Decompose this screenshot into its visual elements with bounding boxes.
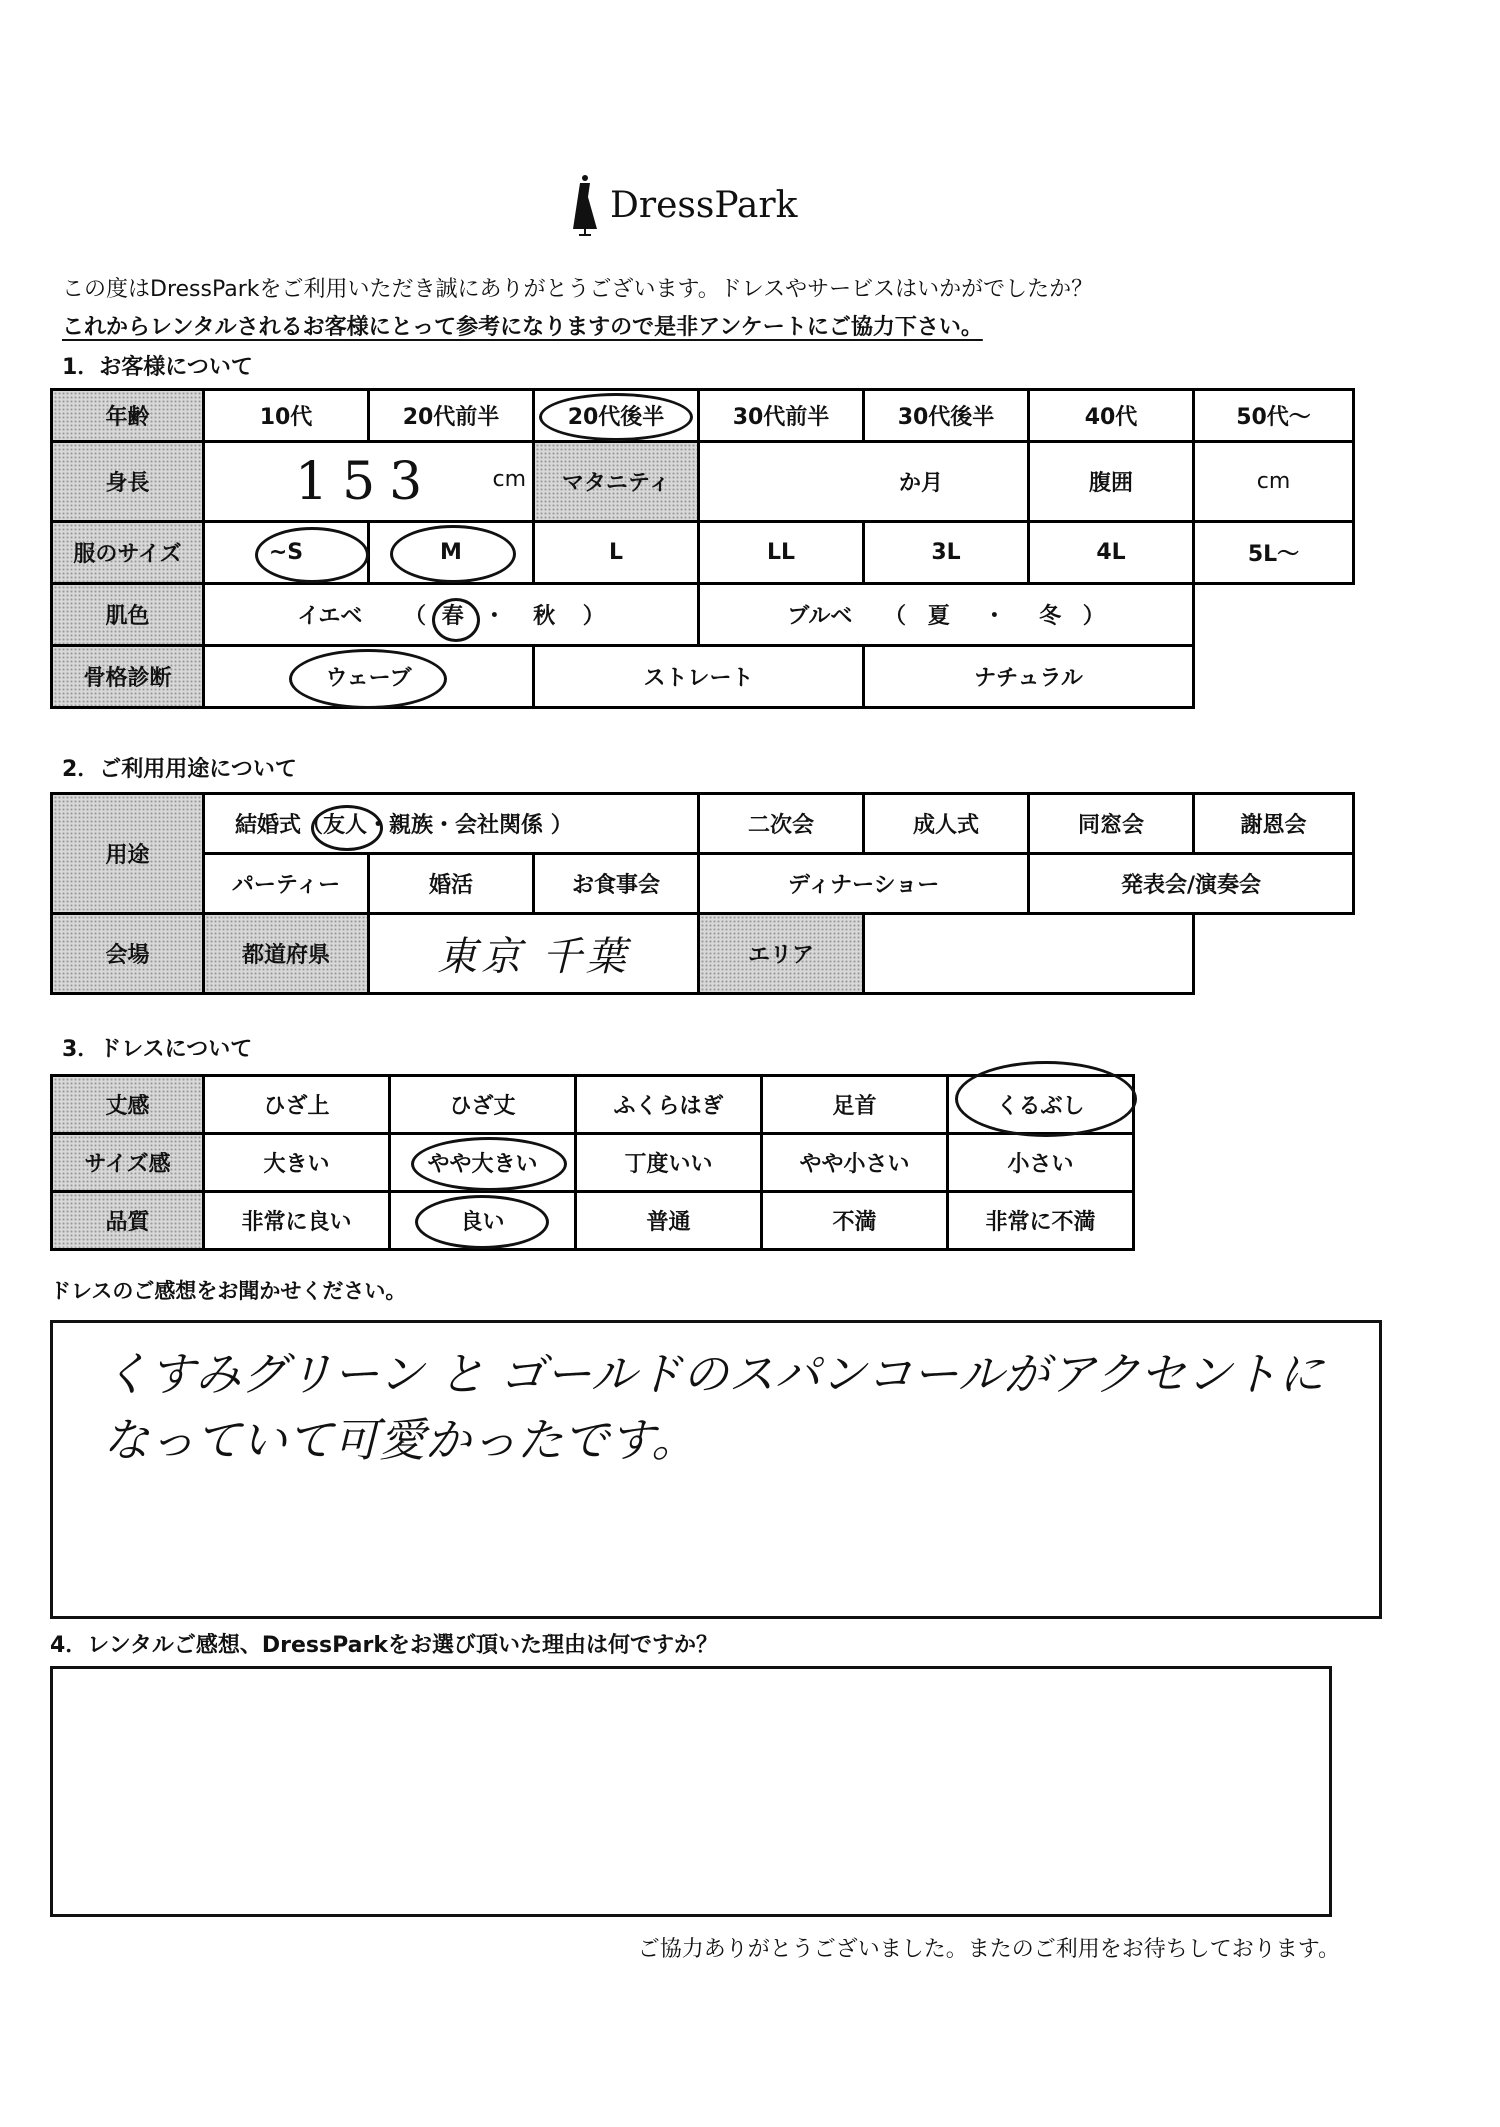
section1-title: 1．お客様について (62, 355, 253, 380)
size-option[interactable]: LL (699, 522, 864, 584)
quality-option[interactable]: 非常に不満 (948, 1192, 1134, 1250)
purpose-option[interactable]: 謝恩会 (1194, 794, 1354, 854)
intro-request: これからレンタルされるお客様にとって参考になりますので是非アンケートにご協力下さい。 (62, 315, 983, 340)
fit-option-selected[interactable]: やや大きい (390, 1134, 576, 1192)
area-value[interactable] (864, 914, 1194, 994)
wedding-option[interactable]: 結婚式（友人 ・親族・会社関係 ） (204, 794, 699, 854)
fit-label: サイズ感 (52, 1134, 204, 1192)
fit-option[interactable]: やや小さい (762, 1134, 948, 1192)
maternity-label: マタニティ (534, 442, 699, 522)
length-option[interactable]: ひざ上 (204, 1076, 390, 1134)
quality-label: 品質 (52, 1192, 204, 1250)
age-option[interactable]: 40代 (1029, 390, 1194, 442)
brand-logo (570, 160, 797, 250)
height-value: 153 (295, 451, 437, 512)
fit-option[interactable]: 大きい (204, 1134, 390, 1192)
length-option[interactable]: ふくらはぎ (576, 1076, 762, 1134)
purpose-option[interactable]: ディナーショー (699, 854, 1029, 914)
quality-option[interactable]: 不満 (762, 1192, 948, 1250)
size-label: 服のサイズ (52, 522, 204, 584)
length-option[interactable]: 足首 (762, 1076, 948, 1134)
height-field[interactable] (204, 442, 534, 522)
intro-text: この度はDressParkをご利用いただき誠にありがとうございます。ドレスやサービスはいかがでしたか？ (62, 277, 1094, 302)
size-option-selected[interactable]: M (369, 522, 534, 584)
purpose-option[interactable]: 二次会 (699, 794, 864, 854)
size-option[interactable]: L (534, 522, 699, 584)
age-label: 年齢 (52, 390, 204, 442)
skin-label: 肌色 (52, 584, 204, 646)
height-label: 身長 (52, 442, 204, 522)
skin-option-selected[interactable]: 春 (442, 604, 464, 629)
brand-name: DressPark (610, 184, 798, 226)
dress-table (50, 1074, 1135, 1251)
size-option[interactable]: 5L～ (1194, 522, 1354, 584)
impression-line: なっていて可愛かったです。 (103, 1413, 698, 1467)
purpose-option[interactable]: お食事会 (534, 854, 699, 914)
age-option[interactable]: 30代前半 (699, 390, 864, 442)
footer-thanks: ご協力ありがとうございました。またのご利用をお待ちしております。 (637, 1937, 1340, 1962)
height-unit: cm (492, 467, 526, 492)
purpose-option[interactable]: 婚活 (369, 854, 534, 914)
age-option-selected[interactable]: 20代後半 (534, 390, 699, 442)
dress-icon (570, 173, 600, 237)
purpose-option[interactable]: 成人式 (864, 794, 1029, 854)
skin-blue[interactable]: ブルベ （ 夏 ・ 冬 ） (699, 584, 1194, 646)
waist-unit[interactable]: cm (1194, 442, 1354, 522)
prefecture-value[interactable]: 東京 千葉 (369, 914, 699, 994)
fit-option[interactable]: 小さい (948, 1134, 1134, 1192)
purpose-label: 用途 (52, 794, 204, 914)
purpose-option[interactable]: パーティー (204, 854, 369, 914)
frame-option-selected[interactable]: ウェーブ (204, 646, 534, 708)
frame-label: 骨格診断 (52, 646, 204, 708)
size-option[interactable]: 4L (1029, 522, 1194, 584)
skin-yellow[interactable]: イエベ （ 春 ・ 秋 ） (204, 584, 699, 646)
quality-option[interactable]: 非常に良い (204, 1192, 390, 1250)
customer-table (50, 388, 1355, 709)
maternity-months[interactable]: か月 (699, 442, 1029, 522)
age-option[interactable]: 30代後半 (864, 390, 1029, 442)
quality-option[interactable]: 普通 (576, 1192, 762, 1250)
section4-title: 4．レンタルご感想、DressParkをお選び頂いた理由は何ですか？ (50, 1633, 718, 1658)
fit-option[interactable]: 丁度いい (576, 1134, 762, 1192)
prefecture-label: 都道府県 (204, 914, 369, 994)
length-label: 丈感 (52, 1076, 204, 1134)
frame-option[interactable]: ストレート (534, 646, 864, 708)
size-option[interactable]: 3L (864, 522, 1029, 584)
wedding-friend-selected[interactable]: 友人 (323, 813, 367, 838)
area-label: エリア (699, 914, 864, 994)
age-option[interactable]: 50代～ (1194, 390, 1354, 442)
waist-label: 腹囲 (1029, 442, 1194, 522)
purpose-option[interactable]: 発表会/演奏会 (1029, 854, 1354, 914)
venue-label: 会場 (52, 914, 204, 994)
size-option-selected[interactable]: ~S (204, 522, 369, 584)
purpose-table (50, 792, 1355, 995)
impression-line: くすみグリーン と ゴールドのスパンコールがアクセントに (103, 1347, 1325, 1401)
section3-title: 3．ドレスについて (62, 1037, 253, 1062)
rental-feedback-textbox[interactable] (50, 1666, 1332, 1917)
quality-option-selected[interactable]: 良い (390, 1192, 576, 1250)
section2-title: 2．ご利用用途について (62, 757, 297, 782)
purpose-option[interactable]: 同窓会 (1029, 794, 1194, 854)
frame-option[interactable]: ナチュラル (864, 646, 1194, 708)
length-option[interactable]: ひざ丈 (390, 1076, 576, 1134)
impression-prompt: ドレスのご感想をお聞かせください。 (50, 1279, 407, 1303)
age-option[interactable]: 10代 (204, 390, 369, 442)
age-option[interactable]: 20代前半 (369, 390, 534, 442)
impression-textbox[interactable] (50, 1320, 1382, 1619)
length-option-selected[interactable]: くるぶし (948, 1076, 1134, 1134)
